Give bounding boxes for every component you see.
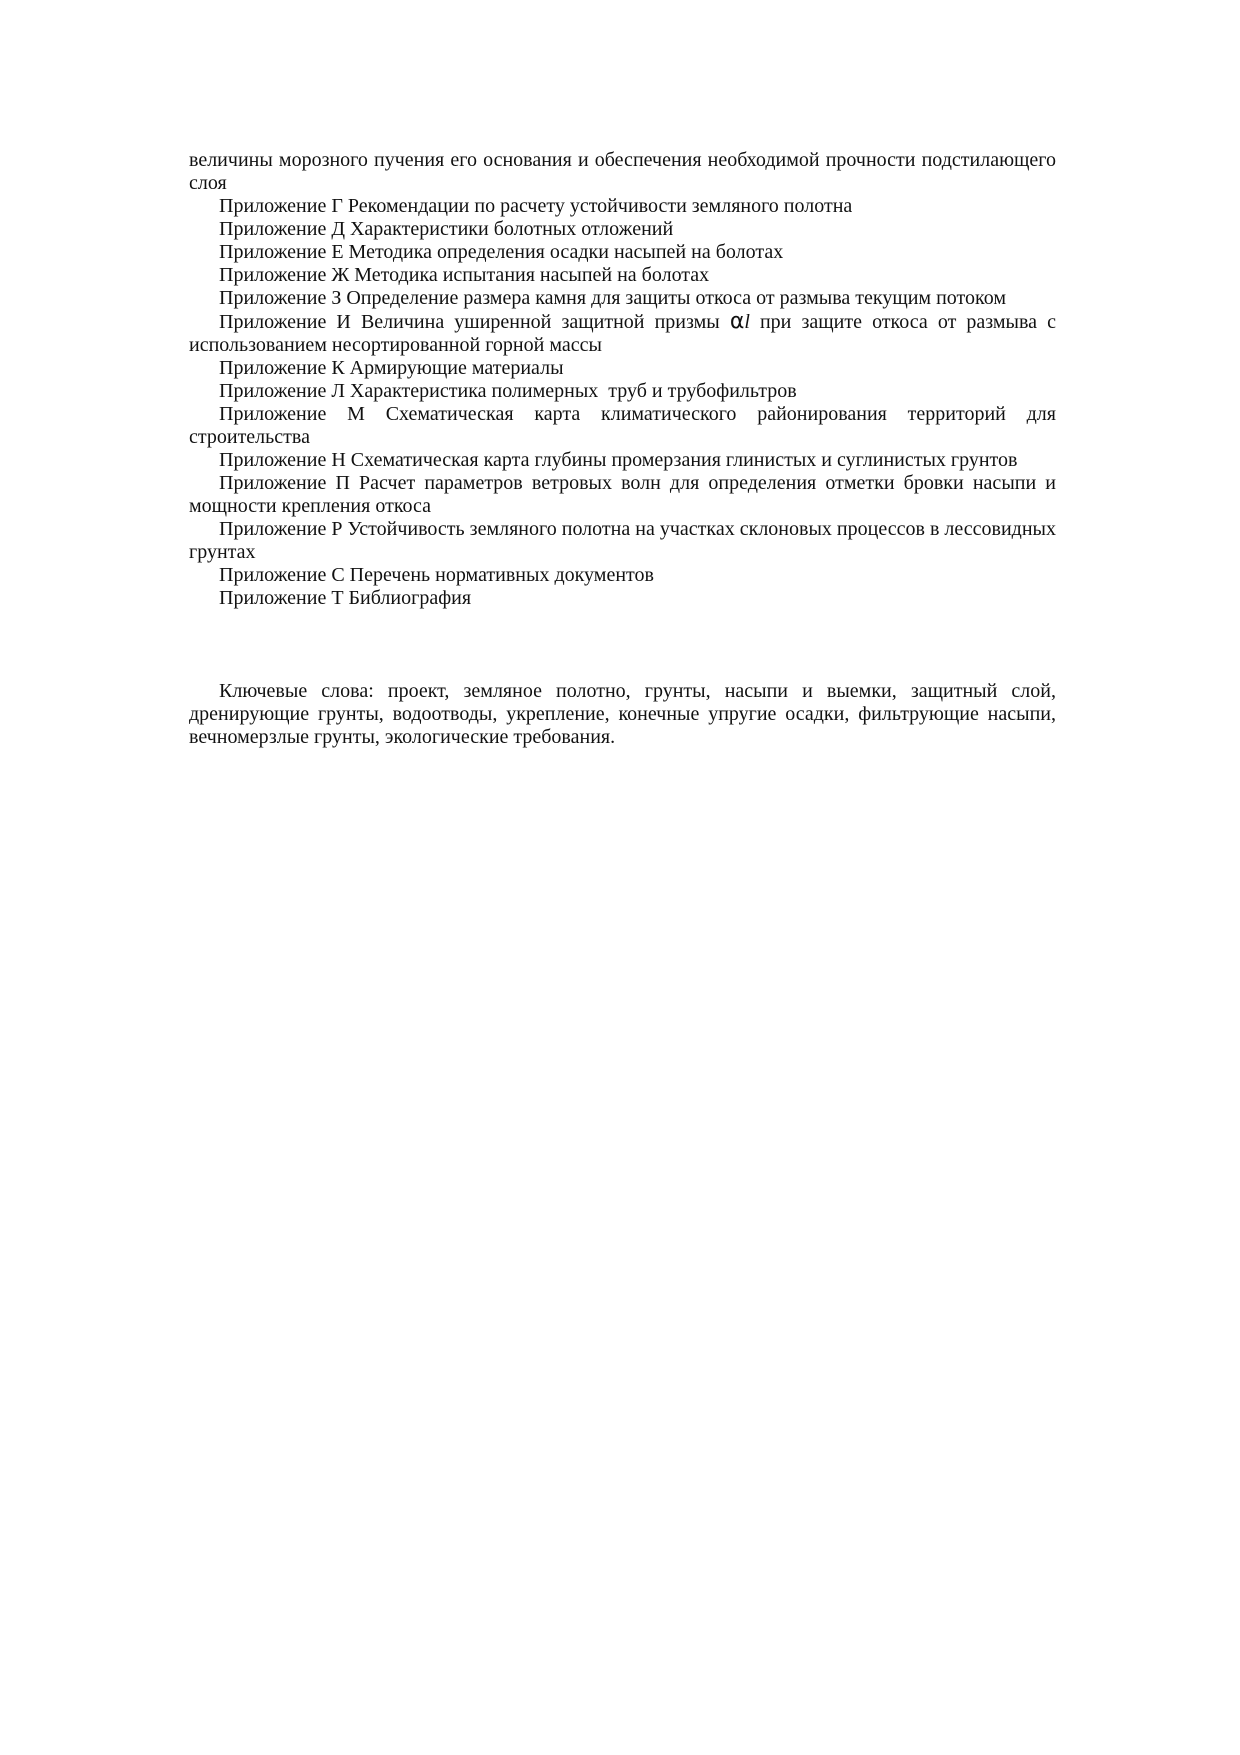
appendix-d: Приложение Д Характеристики болотных отложений [219, 218, 674, 240]
appendix-k: Приложение К Армирующие материалы [219, 357, 564, 379]
appendix-t: Приложение Т Библиография [219, 587, 472, 609]
continuation-text: величины морозного пучения его основания и обеспечения необходимой прочности подстилающего слоя [189, 149, 1056, 194]
appendix-l: Приложение Л Характеристика полимерных труб и трубофильтров [219, 380, 797, 402]
appendix-p: Приложение П Расчет параметров ветровых волн для определения отметки бровки насыпи и мощности крепления откоса [189, 472, 1056, 517]
appendix-g: Приложение Г Рекомендации по расчету устойчивости земляного полотна [219, 195, 853, 217]
document-page [189, 149, 1056, 749]
appendix-zh: Приложение Ж Методика испытания насыпей на болотах [219, 264, 710, 286]
appendix-i-before: Приложение И Величина уширенной защитной призмы [219, 311, 730, 333]
l-symbol: l [744, 311, 750, 333]
appendix-i [189, 310, 1056, 357]
appendix-s: Приложение С Перечень нормативных документов [219, 564, 654, 586]
appendix-m: Приложение М Схематическая карта климатического районирования территорий для строительства [189, 403, 1056, 448]
appendix-e: Приложение Е Методика определения осадки насыпей на болотах [219, 241, 784, 263]
appendix-i-after: при защите откоса от размыва с использованием несортированной горной массы [189, 311, 1057, 356]
appendix-n: Приложение Н Схематическая карта глубины промерзания глинистых и суглинистых грунтов [219, 449, 1018, 471]
keywords-paragraph: Ключевые слова: проект, земляное полотно, грунты, насыпи и выемки, защитный слой, дренирующие грунты, водоотводы, укрепление, конечные упругие осадки, фильтрующие насыпи, вечномерзлые грунты, экологические требования. [189, 680, 1056, 748]
appendix-r: Приложение Р Устойчивость земляного полотна на участках склоновых процессов в лессовидных грунтах [189, 518, 1056, 563]
alpha-symbol: α [729, 309, 745, 334]
appendix-z: Приложение З Определение размера камня для защиты откоса от размыва текущим потоком [219, 287, 1006, 309]
